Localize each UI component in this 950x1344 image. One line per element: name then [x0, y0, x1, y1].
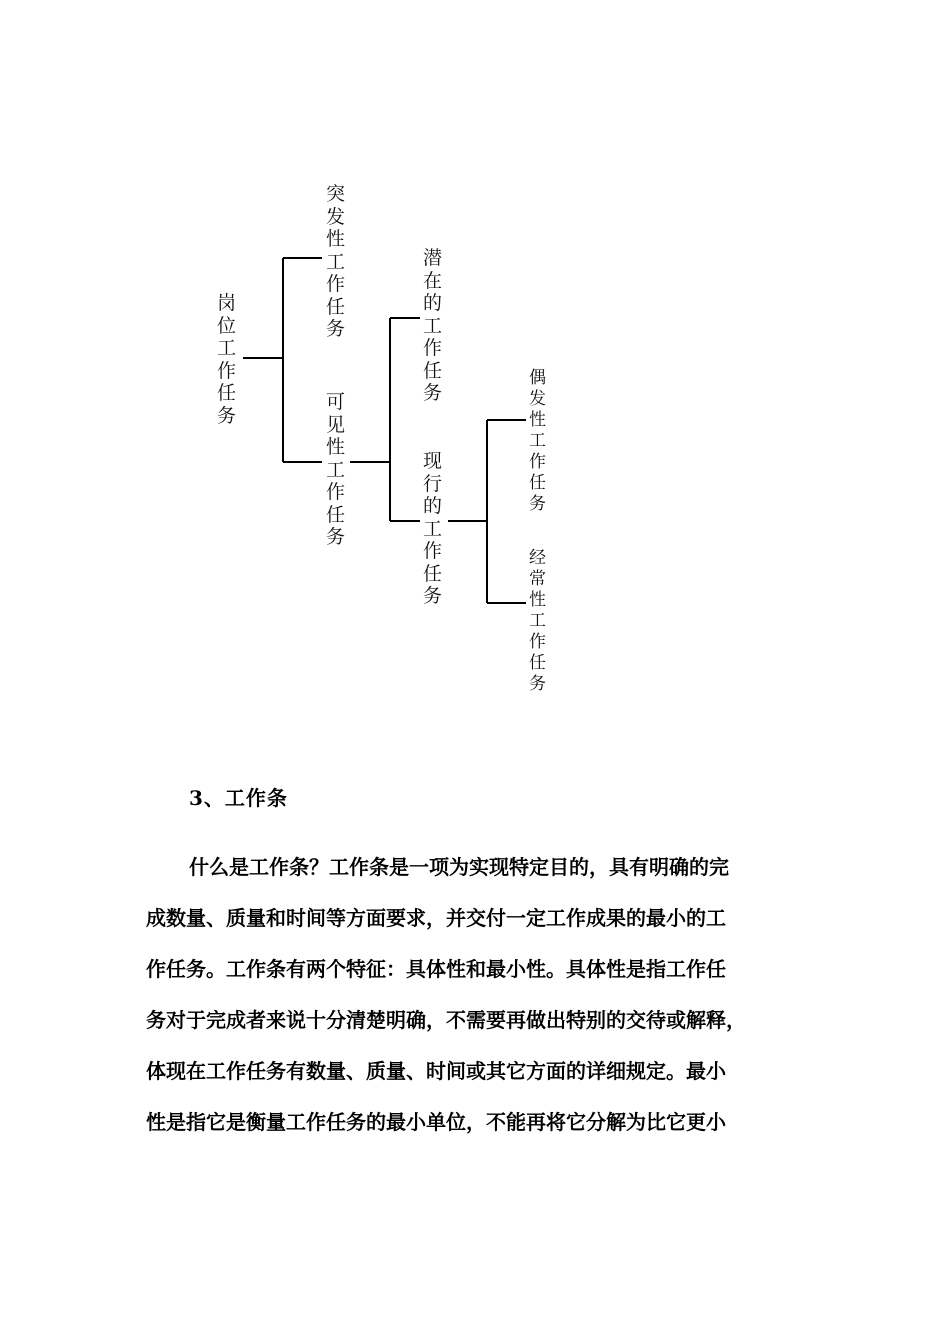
- node-char: 作: [326, 273, 346, 295]
- node-char: 工: [326, 458, 346, 481]
- node-char: 作: [423, 540, 443, 562]
- node-char: 潜: [423, 247, 443, 269]
- section-heading: 3、工作条: [189, 786, 288, 810]
- node-char: 务: [326, 526, 346, 548]
- node-char: 工: [423, 314, 443, 337]
- node-routine-tasks: [529, 548, 546, 695]
- node-char: 作: [326, 481, 346, 503]
- node-char: 工: [423, 517, 443, 540]
- node-char: 任: [423, 562, 443, 585]
- paragraph-line: 什么是工作条？工作条是一项为实现特定目的，具有明确的完: [189, 855, 729, 879]
- node-char: 岗: [217, 292, 237, 314]
- node-char: 任: [326, 503, 346, 526]
- node-char: 性: [326, 436, 346, 458]
- node-char: 任: [423, 359, 443, 382]
- node-char: 务: [529, 494, 546, 514]
- node-char: 在: [423, 269, 443, 292]
- node-char: 任: [529, 473, 546, 493]
- node-char: 务: [423, 382, 443, 404]
- node-char: 务: [529, 674, 546, 694]
- node-char: 任: [326, 295, 346, 318]
- node-occasional-tasks: [529, 368, 546, 515]
- node-root-post-tasks: [217, 292, 236, 427]
- node-char: 的: [423, 495, 443, 517]
- node-char: 务: [217, 404, 237, 427]
- node-char: 发: [326, 205, 346, 228]
- node-char: 作: [529, 632, 546, 652]
- node-sudden-tasks: [326, 183, 345, 341]
- node-char: 作: [423, 337, 443, 359]
- node-char: 工: [217, 337, 237, 359]
- node-char: 工: [529, 611, 546, 631]
- node-char: 性: [326, 228, 346, 250]
- node-char: 的: [423, 292, 443, 314]
- node-visible-tasks: [326, 391, 345, 549]
- node-char: 突: [326, 183, 346, 205]
- node-char: 性: [529, 410, 546, 430]
- node-char: 偶: [529, 368, 546, 388]
- node-char: 经: [529, 548, 546, 568]
- node-char: 务: [326, 318, 346, 340]
- node-char: 务: [423, 585, 443, 607]
- body-paragraph: [146, 850, 806, 1156]
- node-char: 常: [529, 569, 546, 589]
- node-current-tasks: [423, 450, 442, 608]
- node-char: 见: [326, 413, 346, 436]
- paragraph-line: 体现在工作任务有数量、质量、时间或其它方面的详细规定。最小: [146, 1059, 726, 1083]
- node-char: 任: [217, 382, 237, 404]
- paragraph-line: 成数量、质量和时间等方面要求，并交付一定工作成果的最小的工: [146, 906, 726, 930]
- paragraph-line: 性是指它是衡量工作任务的最小单位，不能再将它分解为比它更小: [146, 1110, 726, 1134]
- paragraph-line: 务对于完成者来说十分清楚明确，不需要再做出特别的交待或解释，: [146, 1008, 746, 1032]
- node-char: 工: [529, 431, 546, 451]
- node-char: 工: [326, 250, 346, 273]
- node-char: 可: [326, 391, 346, 413]
- node-char: 作: [217, 359, 237, 382]
- node-potential-tasks: [423, 247, 442, 405]
- paragraph-line: 作任务。工作条有两个特征：具体性和最小性。具体性是指工作任: [146, 957, 726, 981]
- node-char: 发: [529, 389, 546, 409]
- node-char: 行: [423, 472, 443, 495]
- node-char: 任: [529, 653, 546, 673]
- node-char: 现: [423, 450, 443, 472]
- node-char: 性: [529, 590, 546, 610]
- node-char: 作: [529, 452, 546, 472]
- node-char: 位: [217, 314, 237, 337]
